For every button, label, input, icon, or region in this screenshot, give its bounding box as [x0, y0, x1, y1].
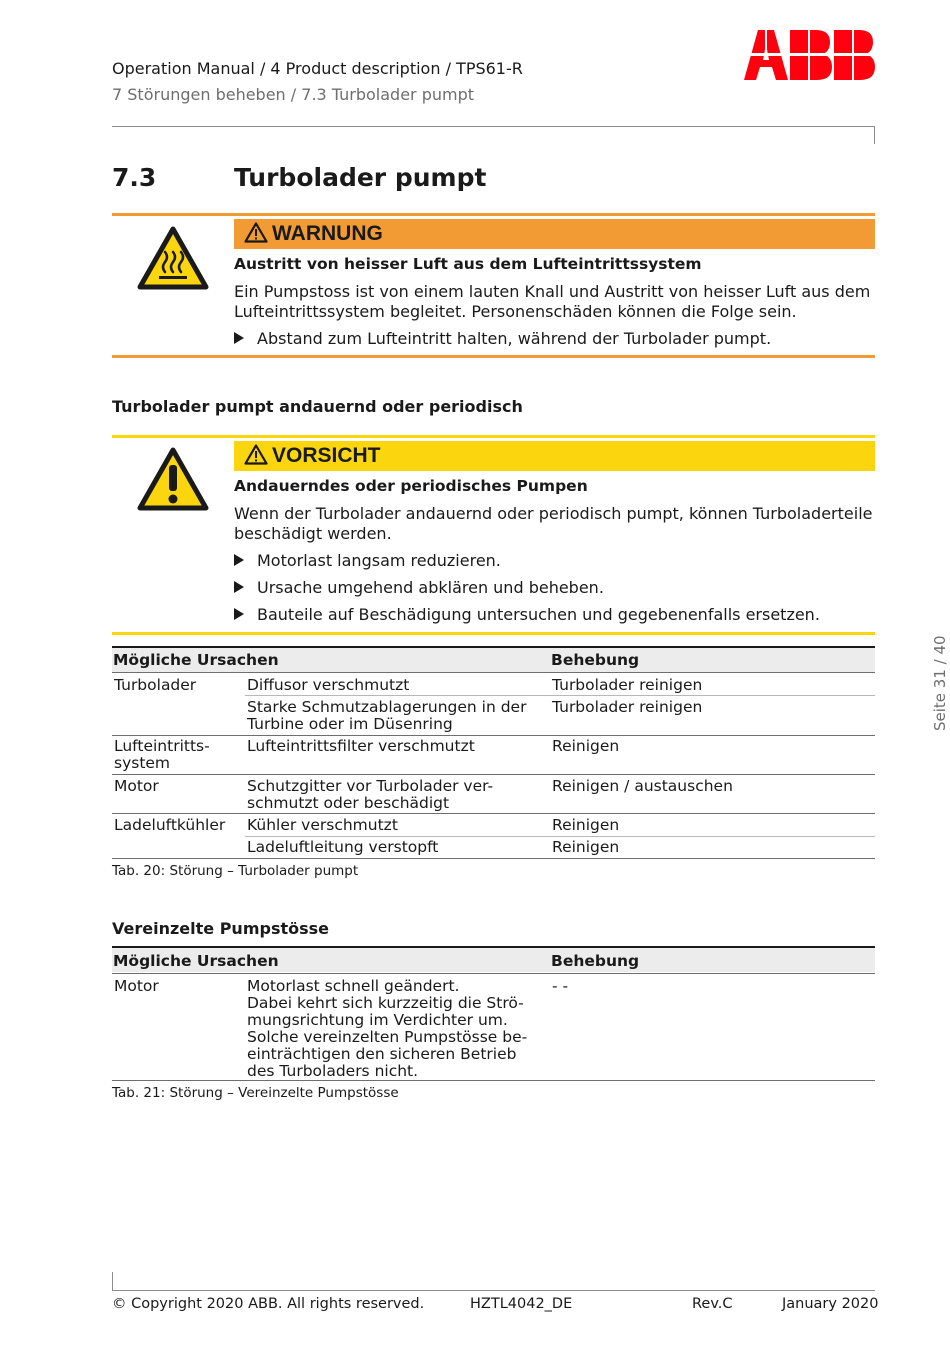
page-number-vertical	[918, 632, 950, 732]
table1-caption: Tab. 20: Störung – Turbolader pumpt	[112, 863, 359, 879]
table1-row-divider	[245, 695, 875, 696]
table1-cell-remedy: Reinigen	[552, 838, 620, 856]
table1-bottom-rule	[112, 858, 875, 859]
subheading-periodic: Turbolader pumpt andauernd oder periodisch	[112, 397, 523, 416]
breadcrumb-document: Operation Manual / 4 Product description / TPS61-R	[112, 59, 523, 78]
caution-bullet	[234, 551, 501, 571]
warning-signal-label: WARNUNG	[272, 222, 383, 245]
caution-bullet-text: Motorlast langsam reduzieren.	[257, 551, 501, 570]
table1-cell-remedy: Reinigen	[552, 737, 620, 755]
table1-header-rule	[112, 672, 875, 673]
bullet-triangle-icon	[234, 332, 244, 344]
exclamation-warning-icon	[137, 447, 209, 511]
table1-cell-remedy: Turbolader reinigen	[552, 698, 703, 716]
caution-headline: Andauerndes oder periodisches Pumpen	[234, 477, 588, 495]
table1-cell-remedy: Reinigen / austauschen	[552, 777, 733, 795]
caution-top-rule	[112, 435, 875, 438]
table1-cell-component: Lufteintritts- system	[114, 737, 210, 772]
section-number: 7.3	[112, 163, 157, 192]
warning-signal-word	[244, 219, 383, 249]
caution-triangle-icon	[244, 444, 268, 465]
table1-row-divider	[112, 774, 875, 775]
table1-header-remedy: Behebung	[551, 651, 640, 669]
table1-cell-cause: Kühler verschmutzt	[247, 816, 398, 834]
table1-cell-remedy: Turbolader reinigen	[552, 676, 703, 694]
table1-row-divider	[112, 813, 875, 814]
table1-cell-cause: Schutzgitter vor Turbolader ver- schmutzt oder beschädigt	[247, 777, 494, 812]
table1-cell-component: Ladeluftkühler	[114, 816, 226, 834]
table2-cell-remedy: - -	[552, 977, 569, 995]
footer-revision: Rev.C	[692, 1296, 733, 1312]
table1-row-divider	[112, 735, 875, 736]
table2-bottom-rule	[112, 1080, 875, 1081]
table1-cell-component: Turbolader	[114, 676, 197, 694]
section-title: Turbolader pumpt	[234, 163, 487, 192]
header-rule-tick	[874, 126, 875, 144]
table2-header-causes: Mögliche Ursachen	[113, 952, 279, 970]
table1-cell-remedy: Reinigen	[552, 816, 620, 834]
warning-body: Ein Pumpstoss ist von einem lauten Knall und Austritt von heisser Luft aus dem Lufteintrittssystem begleitet. Personenschäden können die Folge sein.	[234, 282, 871, 321]
bullet-triangle-icon	[234, 608, 244, 620]
table1-header-causes: Mögliche Ursachen	[113, 651, 279, 669]
table1-cell-cause: Diffusor verschmutzt	[247, 676, 410, 694]
table1-cell-component: Motor	[114, 777, 159, 795]
table2-caption: Tab. 21: Störung – Vereinzelte Pumpstösse	[112, 1085, 399, 1101]
footer-date: January 2020	[782, 1296, 879, 1312]
breadcrumb-chapter: 7 Störungen beheben / 7.3 Turbolader pumpt	[112, 85, 475, 104]
footer-rule	[112, 1290, 875, 1291]
footer-copyright: © Copyright 2020 ABB. All rights reserved.	[112, 1296, 425, 1312]
caution-signal-label: VORSICHT	[272, 444, 381, 467]
table1-cell-cause: Ladeluftleitung verstopft	[247, 838, 439, 856]
header-rule	[112, 126, 875, 127]
footer-rule-tick	[112, 1272, 113, 1290]
subheading-isolated: Vereinzelte Pumpstösse	[112, 919, 329, 938]
warning-bullet	[234, 329, 771, 349]
table2-header-remedy: Behebung	[551, 952, 640, 970]
caution-bullet-text: Bauteile auf Beschädigung untersuchen und gegebenenfalls ersetzen.	[257, 605, 820, 624]
bullet-triangle-icon	[234, 554, 244, 566]
footer-doc-id: HZTL4042_DE	[470, 1296, 573, 1312]
table1-cell-cause: Lufteintrittsfilter verschmutzt	[247, 737, 475, 755]
page-number-text: Seite 31 / 40	[931, 635, 949, 731]
warning-top-rule	[112, 213, 875, 216]
bullet-triangle-icon	[234, 581, 244, 593]
caution-bullet	[234, 578, 604, 598]
table1-row-divider	[245, 836, 875, 837]
table2-header-rule	[112, 973, 875, 974]
caution-body: Wenn der Turbolader andauernd oder periodisch pumpt, können Turboladerteile beschädigt werden.	[234, 504, 873, 543]
caution-bullet	[234, 605, 820, 625]
warning-bullet-text: Abstand zum Lufteintritt halten, während der Turbolader pumpt.	[257, 329, 772, 348]
hot-surface-icon	[137, 226, 209, 290]
caution-signal-word	[244, 441, 381, 471]
table1-cell-cause: Starke Schmutzablagerungen in der Turbine oder im Düsenring	[247, 698, 527, 733]
table2-cell-component: Motor	[114, 977, 159, 995]
caution-bullet-text: Ursache umgehend abklären und beheben.	[257, 578, 604, 597]
warning-bottom-rule	[112, 355, 875, 358]
warning-headline: Austritt von heisser Luft aus dem Lufteintrittssystem	[234, 255, 702, 273]
warning-triangle-icon	[244, 222, 268, 243]
table2-cell-cause: Motorlast schnell geändert. Dabei kehrt sich kurzzeitig die Strö- mungsrichtung im Verdichter um. Solche vereinzelten Pumpstösse be- einträchtigen den sicheren Betrieb des Turboladers nicht.	[247, 977, 528, 1080]
abb-logo	[744, 30, 875, 80]
caution-bottom-rule	[112, 632, 875, 635]
